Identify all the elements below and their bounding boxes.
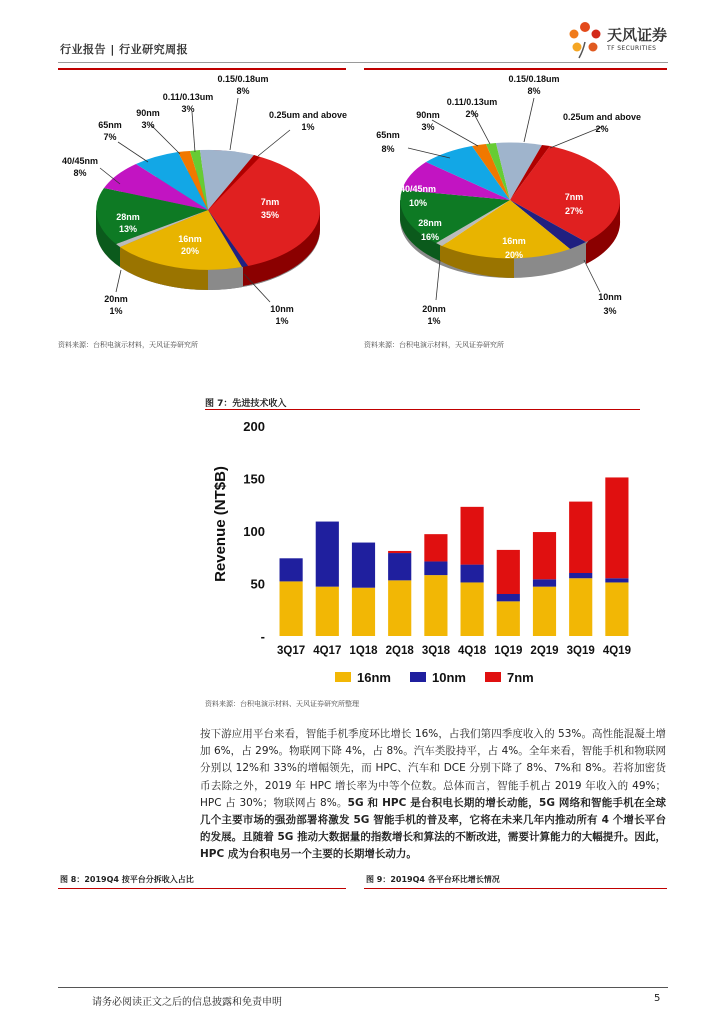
pie-right-value: 2%	[465, 109, 479, 119]
pie-right-label: 0.15/0.18um	[508, 74, 560, 84]
bar-10nm-2Q18	[388, 553, 411, 580]
legend-label-16nm: 16nm	[357, 670, 391, 685]
pie-right-value: 1%	[427, 316, 441, 326]
body-paragraph	[200, 726, 666, 864]
bar-16nm-2Q19	[533, 587, 556, 636]
bar-7nm-2Q18	[388, 551, 411, 553]
pie-left-label: 65nm	[98, 120, 122, 130]
bar-10nm-4Q18	[461, 565, 484, 583]
pie-right-value: 27%	[564, 206, 584, 216]
bar-7nm-3Q18	[424, 534, 447, 561]
report-header-title: 行业报告 | 行业研究周报	[60, 43, 189, 56]
x-tick-label: 2Q18	[385, 645, 414, 657]
bar-10nm-3Q19	[569, 573, 592, 578]
company-logo	[565, 18, 675, 64]
pie-left-value: 7%	[103, 132, 117, 142]
pie-right-value: 3%	[603, 306, 617, 316]
pie-left-label: 0.11/0.13um	[162, 92, 214, 102]
logo-chinese-name: 天风证券	[607, 26, 668, 44]
figure7-rule	[205, 409, 640, 410]
x-tick-label: 2Q19	[530, 645, 559, 657]
pie-right-value: 20%	[504, 250, 524, 260]
y-tick-label: 50	[250, 576, 265, 592]
pie-right-value: 10%	[408, 198, 428, 208]
pie-right-label: 7nm	[564, 192, 584, 202]
pie-right-label: 0.11/0.13um	[446, 97, 498, 107]
logo-english-name: TF SECURITIES	[607, 45, 657, 52]
pie-right-value: 2%	[595, 124, 609, 134]
bar-16nm-2Q18	[388, 580, 411, 636]
pie-chart-left	[58, 70, 358, 332]
x-tick-label: 3Q17	[277, 645, 306, 657]
pie-left-label: 20nm	[104, 294, 128, 304]
x-tick-label: 1Q19	[494, 645, 523, 657]
pie-right-value: 8%	[527, 86, 541, 96]
bar-16nm-4Q18	[461, 582, 484, 636]
pie-right-value: 8%	[381, 144, 395, 154]
pie-right-label: 10nm	[598, 292, 622, 302]
figure8-rule	[58, 888, 346, 889]
pie-left-label: 16nm	[178, 234, 202, 244]
paragraph-bold: 5G 和 HPC 是台积电长期的增长动能，5G 网络和智能手机在全球几个主要市场的强劲部署将激发 5G 智能手机的普及率，它将在未来几年内推动所有 4 个增长平台的发展。且随着 5G 推动大数据量的指数增长和算法的不断改进，需要计算能力的大幅提升。因此，HPC 成为台积电另一个主要的长期增长动力。	[200, 796, 666, 861]
pie-left-value: 20%	[180, 246, 200, 256]
bar-10nm-4Q17	[316, 522, 339, 587]
legend-label-10nm: 10nm	[432, 670, 466, 685]
y-tick-label: 200	[243, 419, 265, 434]
pie-left-value: 1%	[301, 122, 315, 132]
pie-right-label: 65nm	[376, 130, 400, 140]
x-tick-label: 4Q19	[602, 645, 631, 657]
pie-right-label: 40/45nm	[399, 184, 437, 194]
pie-right-label: 28nm	[418, 218, 442, 228]
pie-right-label: 16nm	[502, 236, 526, 246]
x-tick-label: 4Q17	[313, 645, 342, 657]
pie-right-label: 0.25um and above	[562, 112, 642, 122]
bar-16nm-4Q19	[605, 582, 628, 636]
y-tick-label: -	[260, 629, 265, 644]
bar-16nm-3Q19	[569, 578, 592, 636]
pie-left-source: 资料来源：台积电演示材料，天风证券研究所	[58, 341, 198, 349]
pie-right-source: 资料来源：台积电演示材料，天风证券研究所	[364, 341, 504, 349]
bar-16nm-1Q18	[352, 588, 375, 636]
pie-left-value: 1%	[109, 306, 123, 316]
x-tick-label: 4Q18	[458, 645, 487, 657]
figure7-caption: 图 7：先进技术收入	[205, 399, 287, 409]
pie-left-label: 40/45nm	[61, 156, 99, 166]
pie-left-value: 13%	[118, 224, 138, 234]
pie-left-label: 0.25um and above	[268, 110, 348, 120]
bar-10nm-2Q19	[533, 579, 556, 586]
footer-disclaimer: 请务必阅读正文之后的信息披露和免责申明	[92, 997, 282, 1008]
legend-label-7nm: 7nm	[507, 670, 534, 685]
bar-7nm-4Q18	[461, 507, 484, 565]
x-tick-label: 3Q18	[421, 645, 450, 657]
bar-10nm-3Q18	[424, 561, 447, 575]
bar-10nm-1Q19	[497, 594, 520, 601]
page-number: 5	[654, 993, 661, 1004]
figure8-caption: 图 8：2019Q4 按平台分拆收入占比	[60, 875, 194, 884]
bar-10nm-4Q19	[605, 578, 628, 582]
pie-right-label: 20nm	[422, 304, 446, 314]
pie-left-label: 0.15/0.18um	[217, 74, 269, 84]
bar-16nm-4Q17	[316, 587, 339, 636]
y-tick-label: 150	[243, 471, 265, 487]
figure7-source: 资料来源：台积电演示材料、天风证券研究所整理	[205, 700, 359, 708]
pie-left-label: 90nm	[136, 108, 160, 118]
pie-left-value: 8%	[236, 86, 250, 96]
legend-swatch-10nm	[410, 672, 426, 682]
bar-7nm-1Q19	[497, 550, 520, 594]
pie-left-value: 3%	[181, 104, 195, 114]
legend-swatch-16nm	[335, 672, 351, 682]
pie-left-value: 35%	[260, 210, 280, 220]
pie-left-label: 28nm	[116, 212, 140, 222]
bar-7nm-2Q19	[533, 532, 556, 579]
bar-7nm-3Q19	[569, 502, 592, 573]
pie-right-value: 3%	[421, 122, 435, 132]
revenue-bar-chart	[205, 412, 645, 692]
pie-left-label: 7nm	[260, 197, 280, 207]
pie-right-value: 16%	[420, 232, 440, 242]
bar-10nm-3Q17	[280, 558, 303, 581]
figure9-caption: 图 9：2019Q4 各平台环比增长情况	[366, 875, 500, 884]
bar-10nm-1Q18	[352, 543, 375, 588]
legend-swatch-7nm	[485, 672, 501, 682]
pie-left-label: 10nm	[270, 304, 294, 314]
chart-ylabel: Revenue (NT$B)	[212, 466, 229, 582]
bar-7nm-4Q19	[605, 477, 628, 578]
pie-right-label: 90nm	[416, 110, 440, 120]
pie-left-value: 1%	[275, 316, 289, 326]
pie-left-value: 8%	[73, 168, 87, 178]
pie-chart-right	[364, 70, 664, 332]
pie-left-value: 3%	[141, 120, 155, 130]
flower-logo-icon	[565, 18, 605, 60]
footer-divider	[58, 987, 668, 988]
y-tick-label: 100	[243, 524, 265, 539]
x-tick-label: 3Q19	[566, 645, 595, 657]
x-tick-label: 1Q18	[349, 645, 378, 657]
figure9-rule	[364, 888, 667, 889]
bar-16nm-1Q19	[497, 601, 520, 636]
bar-16nm-3Q17	[280, 581, 303, 636]
bar-16nm-3Q18	[424, 575, 447, 636]
paragraph-plain: 按下游应用平台来看，智能手机季度环比增长 16%，占我们第四季度收入的 53%。高性能混凝土增加 6%，占 29%。物联网下降 4%，占 8%。汽车类股持平，占 4%。全年来看，智能手机和物联网分别以 12%和 33%的增幅领先，而 HPC、汽车和 DCE 分别下降了 8%、7%和 8%。若将加密货币去除之外，2019 年 HPC 增长率为中等个位数。总体而言，智能手机占 2019 年收入的 49%；HPC 占 30%；物联网占 8%。	[200, 728, 666, 809]
